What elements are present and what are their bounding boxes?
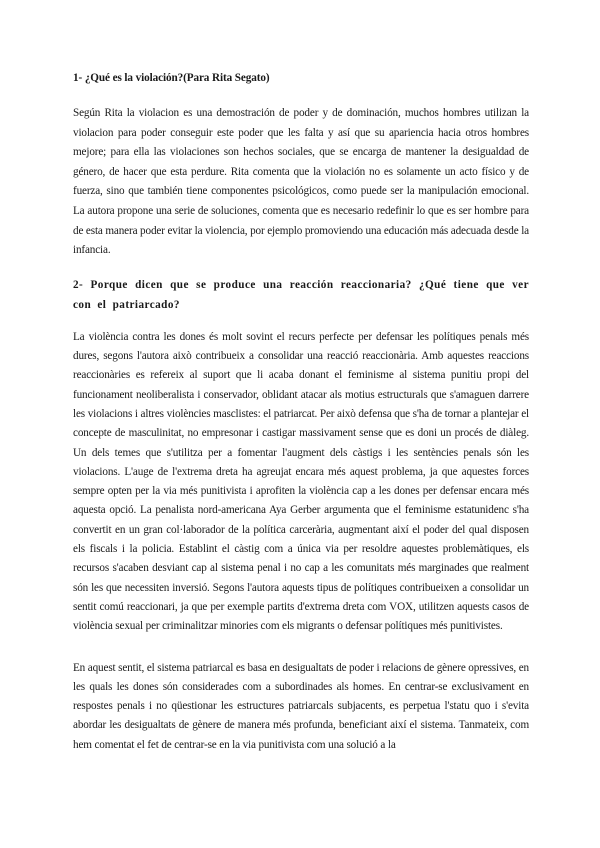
- section-2-paragraph-2: En aquest sentit, el sistema patriarcal es basa en desigualtats de poder i relacions de gènere opressives, en les quals les dones són considerades com a subordinades als homes. En centrar-se exclusivament en respostes penals i no qüestionar les estructures patriarcals subjacents, es perpetua l'statu quo i s'evita abordar les desigualtats de gènere de manera més profunda, beneficiant així el sistema. Tanmateix, com hem comentat el fet de centrar-se en la via punitivista com una solució a la: [73, 661, 529, 751]
- section-2-paragraph-1: La violència contra les dones és molt sovint el recurs perfecte per defensar les polítiques penals més dures, segons l'autora això contribueix a consolidar una reacció reaccionària. Amb aquestes reaccions reaccionàries es refereix al suport que li acaba donant el feminisme al sistema punitiu propi del funcionament neoliberalista i conservador, oblidant atacar als motius estructurals que s'amaguen darrere les violacions i altres violències masclistes: el patriarcat. Per això defensa que s'ha de tornar a plantejar el concepte de masculinitat, no empresonar i castigar massivament sense que es doni un procés de diàleg. Un dels temes que s'utilitza per a fomentar l'augment dels càstigs i les sentències penals són les violacions. L'auge de l'extrema dreta ha agreujat encara més aquest problema, ja que aquestes forces sempre opten per la via més punitivista i aprofiten la violència cap a les dones per defensar encara més aquesta opció. La penalista nord-americana Aya Gerber argumenta que el feminisme estatunidenc s'ha convertit en un gran col·laborador de la política carcerària, augmentant així el poder del qual disposen els fiscals i la policia. Establint el càstig com a única via per resoldre aquestes problemàtiques, els recursos s'acaben desviant cap al sistema penal i no cap a les comunitats més marginades que realment són les que necessiten inversió. Segons l'autora aquests tipus de polítiques contribueixen a consolidar un sentit comú reaccionari, ja que per exemple partits d'extrema dreta com VOX, utilitzen aquests casos de violència sexual per criminalitzar minories com els migrants o defensar polítiques més punitivistes.: [73, 330, 529, 633]
- section-1-heading: 1- ¿Qué es la violación?(Para Rita Segato): [73, 72, 270, 84]
- section-2-heading: 2- Porque dicen que se produce una reacción reaccionaria? ¿Qué tiene que ver con el patriarcado?: [73, 278, 529, 311]
- document-body: [73, 68, 529, 755]
- section-1-paragraph: Según Rita la violacion es una demostración de poder y de dominación, muchos hombres utilizan la violacion para poder conseguir este poder que les falta y así que su apariencia hacia otros hombres mejore; para ella las violaciones son hechos sociales, que se encarga de mantener la desigualdad de género, de hacer que esta perdure. Rita comenta que la violación no es solamente un acto físico y de fuerza, sino que también tiene componentes psicológicos, como puede ser la manipulación emocional. La autora propone una serie de soluciones, comenta que es necesario redefinir lo que es ser hombre para de esta manera poder evitar la violencia, por ejemplo promoviendo una educación más adecuada desde la infancia.: [73, 107, 529, 257]
